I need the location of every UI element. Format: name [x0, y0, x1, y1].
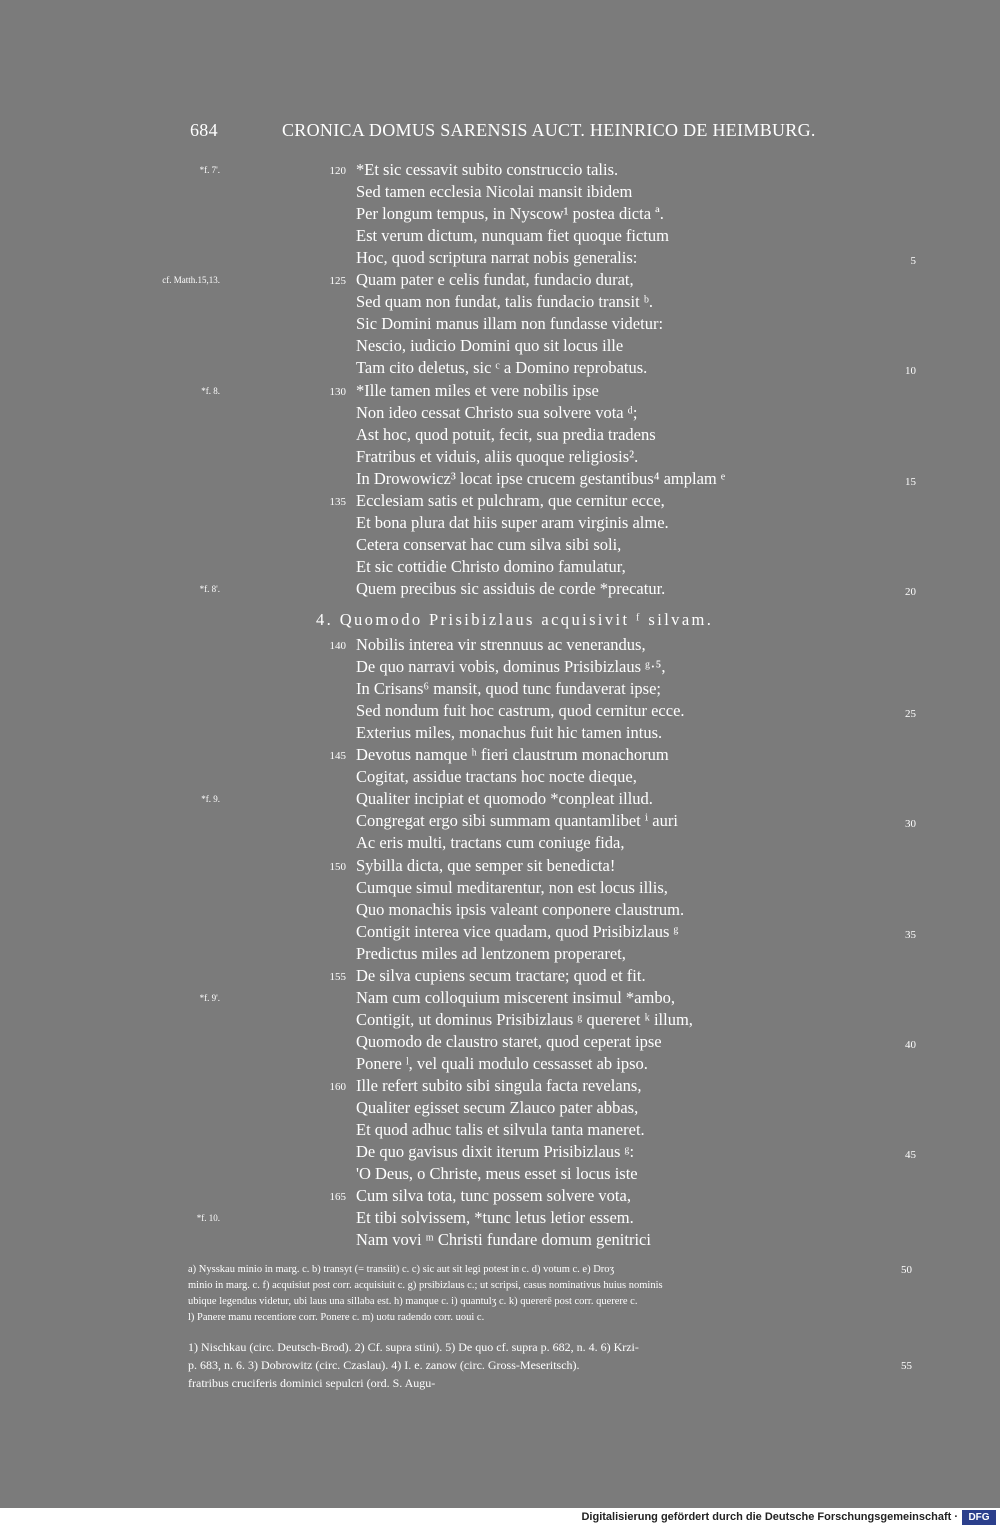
verse-number: 125	[329, 275, 346, 288]
verse-text: Predictus miles ad lentzonem properaret,	[356, 943, 626, 963]
verse-number: 130	[329, 385, 346, 398]
line-number: 30	[905, 818, 916, 831]
verse-text: Nescio, iudicio Domini quo sit locus ille	[356, 336, 624, 356]
apparatus-line: l) Panere manu recentiore corr. Ponere c. m) uotu radendo corr. uoui c.	[188, 1312, 485, 1323]
line-number: 50	[901, 1264, 912, 1276]
verse-line	[0, 358, 1000, 380]
verse-line	[0, 248, 1000, 270]
verse-text: Sed tamen ecclesia Nicolai mansit ibidem	[356, 182, 633, 202]
verse-number: 150	[329, 860, 346, 873]
verse-text: Et sic cottidie Christo domino famulatur,	[356, 556, 626, 576]
verse-line	[0, 160, 1000, 182]
verse-text: Quomodo de claustro staret, quod ceperat ipse	[356, 1031, 662, 1051]
verse-text: *Ille tamen miles et vere nobilis ipse	[356, 380, 599, 400]
verse-text: Nam cum colloquium miscerent insimul *ambo,	[356, 987, 675, 1007]
verse-text: De quo narravi vobis, dominus Prisibizlaus ᵍ·⁵,	[356, 657, 666, 677]
verse-text: Cum silva tota, tunc possem solvere vota,	[356, 1186, 631, 1206]
verse-line	[0, 767, 1000, 789]
verse-text: Nam vovi ᵐ Christi fundare domum genitrici	[356, 1230, 651, 1250]
verse-text: Per longum tempus, in Nyscow¹ postea dicta ª.	[356, 204, 664, 224]
apparatus-line: a) Nysskau minio in marg. c. b) transyt (= transiit) c. c) sic aut sit legi potest in c. d) votum c. e) Droʒ	[188, 1264, 615, 1275]
verse-line	[0, 1120, 1000, 1142]
line-number: 25	[905, 708, 916, 721]
verse-line	[0, 657, 1000, 679]
verse-line	[0, 1142, 1000, 1164]
verse-line	[0, 966, 1000, 988]
verse-line	[0, 789, 1000, 811]
verse-line	[0, 635, 1000, 657]
verse-text: Fratribus et viduis, aliis quoque religiosis².	[356, 446, 639, 466]
verse-text: Hoc, quod scriptura narrat nobis generalis:	[356, 248, 638, 268]
verse-line	[0, 679, 1000, 701]
apparatus-line: minio in marg. c. f) acquisiut post corr. acquisiuit c. g) prsibizlaus c.; ut scripsi, casus nominativus huius nominis	[188, 1280, 663, 1291]
verse-text: Sybilla dicta, que semper sit benedicta!	[356, 855, 616, 875]
verse-text: De silva cupiens secum tractare; quod et fit.	[356, 965, 646, 985]
verse-number: 120	[329, 165, 346, 177]
verse-text: Contigit, ut dominus Prisibizlaus ᵍ quereret ᵏ illum,	[356, 1009, 693, 1029]
verse-line	[0, 491, 1000, 513]
verse-line	[0, 226, 1000, 248]
margin-note: *f. 10.	[196, 1213, 220, 1224]
verse-line	[0, 403, 1000, 425]
note-line: p. 683, n. 6. 3) Dobrowitz (circ. Czaslau). 4) I. e. zanow (circ. Gross-Meseritsch).	[188, 1358, 580, 1372]
verse-number: 145	[329, 750, 346, 763]
margin-note: *f. 8.	[201, 385, 220, 396]
verse-text: *Et sic cessavit subito construccio talis.	[356, 160, 619, 179]
verse-line	[0, 856, 1000, 878]
verse-number: 160	[329, 1081, 346, 1093]
margin-note: *f. 9'.	[199, 992, 220, 1003]
verse-text: Qualiter egisset secum Zlauco pater abbas,	[356, 1098, 639, 1118]
verse-text: 'O Deus, o Christe, meus esset si locus iste	[356, 1164, 638, 1184]
verse-text: Qualiter incipiat et quomodo *conpleat illud.	[356, 789, 653, 809]
verse-line	[0, 988, 1000, 1010]
verse-text: Congregat ergo sibi summam quantamlibet ⁱ auri	[356, 811, 678, 831]
verse-line	[0, 381, 1000, 403]
verse-line	[0, 1076, 1000, 1098]
verse-line	[0, 900, 1000, 922]
verse-text: In Drowowicz³ locat ipse crucem gestantibus⁴ amplam ᵉ	[356, 468, 726, 488]
section-heading	[0, 610, 1000, 632]
verse-text: Et tibi solvissem, *tunc letus letior essem.	[356, 1208, 634, 1228]
verse-text: Ac eris multi, tractans cum coniuge fida,	[356, 833, 625, 853]
verse-line	[0, 182, 1000, 204]
verse-text: In Crisans⁶ mansit, quod tunc fundaverat ipse;	[356, 679, 661, 699]
line-number: 45	[905, 1149, 916, 1162]
verse-text: Sed quam non fundat, talis fundacio transit ᵇ.	[356, 292, 654, 312]
verse-line	[0, 1230, 1000, 1252]
verse-line	[0, 204, 1000, 226]
verse-line	[0, 922, 1000, 944]
line-number: 35	[905, 928, 916, 941]
margin-note: *f. 7'.	[199, 165, 220, 175]
verse-line	[0, 469, 1000, 491]
verse-text: Quo monachis ipsis valeant conponere claustrum.	[356, 899, 685, 919]
verse-line	[0, 701, 1000, 723]
running-title: CRONICA DOMUS SARENSIS AUCT. HEINRICO DE HEIMBURG.	[282, 120, 816, 140]
verse-text: Non ideo cessat Christo sua solvere vota ᵈ;	[356, 402, 638, 422]
funding-notice: Digitalisierung gefördert durch die Deutsche Forschungsgemeinschaft ·	[581, 1511, 958, 1523]
verse-number: 165	[329, 1191, 346, 1204]
verse-text: Ecclesiam satis et pulchram, que cernitur ecce,	[356, 490, 665, 510]
verse-number: 140	[329, 640, 346, 652]
verse-text: Contigit interea vice quadam, quod Prisibizlaus ᵍ	[356, 921, 679, 941]
verse-text: Ponere ˡ, vel quali modulo cessasset ab ipso.	[356, 1053, 648, 1073]
verse-line	[0, 745, 1000, 767]
verse-text: Est verum dictum, nunquam fiet quoque fictum	[356, 226, 669, 246]
verse-text: Ast hoc, quod potuit, fecit, sua predia tradens	[356, 424, 656, 444]
verse-text: Cetera conservat hac cum silva sibi soli,	[356, 534, 622, 554]
verse-text: Quem precibus sic assiduis de corde *precatur.	[356, 578, 666, 598]
verse-number: 155	[329, 970, 346, 983]
verse-text: Nobilis interea vir strennuus ac venerandus,	[356, 635, 646, 654]
footer-bar	[0, 1508, 1000, 1528]
verse-text: Devotus namque ʰ fieri claustrum monachorum	[356, 745, 669, 765]
verse-text: Tam cito deletus, sic ᶜ a Domino reprobatus.	[356, 358, 648, 378]
verse-line	[0, 723, 1000, 745]
verse-line	[0, 270, 1000, 292]
verse-line	[0, 1098, 1000, 1120]
verse-number: 135	[329, 495, 346, 508]
verse-text: Et quod adhuc talis et silvula tanta maneret.	[356, 1120, 645, 1140]
verse-line	[0, 557, 1000, 579]
line-number: 55	[901, 1360, 912, 1372]
verse-text: Cogitat, assidue tractans hoc nocte dieque,	[356, 767, 637, 787]
verse-line	[0, 1054, 1000, 1076]
margin-note: *f. 9.	[201, 794, 220, 805]
section-heading-text: 4. Quomodo Prisibizlaus acquisivit ᶠ silvam.	[316, 610, 714, 629]
verse-line	[0, 1164, 1000, 1186]
line-number: 5	[910, 255, 916, 268]
verse-line	[0, 292, 1000, 314]
verse-line	[0, 1032, 1000, 1054]
verse-text: Et bona plura dat hiis super aram virginis alme.	[356, 512, 669, 532]
line-number: 15	[905, 475, 916, 488]
page-number: 684	[190, 120, 218, 140]
verse-line	[0, 336, 1000, 358]
verse-text: Cumque simul meditarentur, non est locus illis,	[356, 877, 668, 897]
verse-line	[0, 1186, 1000, 1208]
note-line: fratribus cruciferis dominici sepulcri (ord. S. Augu-	[188, 1376, 436, 1390]
verse-line	[0, 447, 1000, 469]
dfg-logo: DFG	[962, 1510, 996, 1525]
verse-line	[0, 314, 1000, 336]
verse-line	[0, 579, 1000, 601]
verse-text: Quam pater e celis fundat, fundacio durat,	[356, 270, 634, 290]
verse-line	[0, 1010, 1000, 1032]
verse-text: De quo gavisus dixit iterum Prisibizlaus ᵍ:	[356, 1142, 635, 1162]
verse-line	[0, 1208, 1000, 1230]
verse-line	[0, 833, 1000, 855]
verse-line	[0, 944, 1000, 966]
line-number: 10	[905, 365, 916, 378]
verse-line	[0, 425, 1000, 447]
note-line: 1) Nischkau (circ. Deutsch-Brod). 2) Cf. supra stini). 5) De quo cf. supra p. 682, n. 4. 6) Krzi-	[188, 1340, 639, 1354]
verse-text: Sed nondum fuit hoc castrum, quod cernitur ecce.	[356, 701, 685, 721]
line-number: 20	[905, 585, 916, 598]
verse-text: Exterius miles, monachus fuit hic tamen intus.	[356, 723, 663, 743]
verse-text: Sic Domini manus illam non fundasse videtur:	[356, 314, 664, 334]
verse-line	[0, 535, 1000, 557]
verse-line	[0, 513, 1000, 535]
apparatus-line: ubique legendus videtur, ubi laus una sillaba est. h) manque c. i) quantulʒ c. k) quererē post corr. querere c.	[188, 1296, 638, 1307]
margin-note: *f. 8'.	[199, 583, 220, 594]
verse-line	[0, 878, 1000, 900]
verse-line	[0, 811, 1000, 833]
margin-note: cf. Matth.15,13.	[162, 275, 220, 286]
line-number: 40	[905, 1038, 916, 1051]
verse-text: Ille refert subito sibi singula facta revelans,	[356, 1076, 642, 1095]
